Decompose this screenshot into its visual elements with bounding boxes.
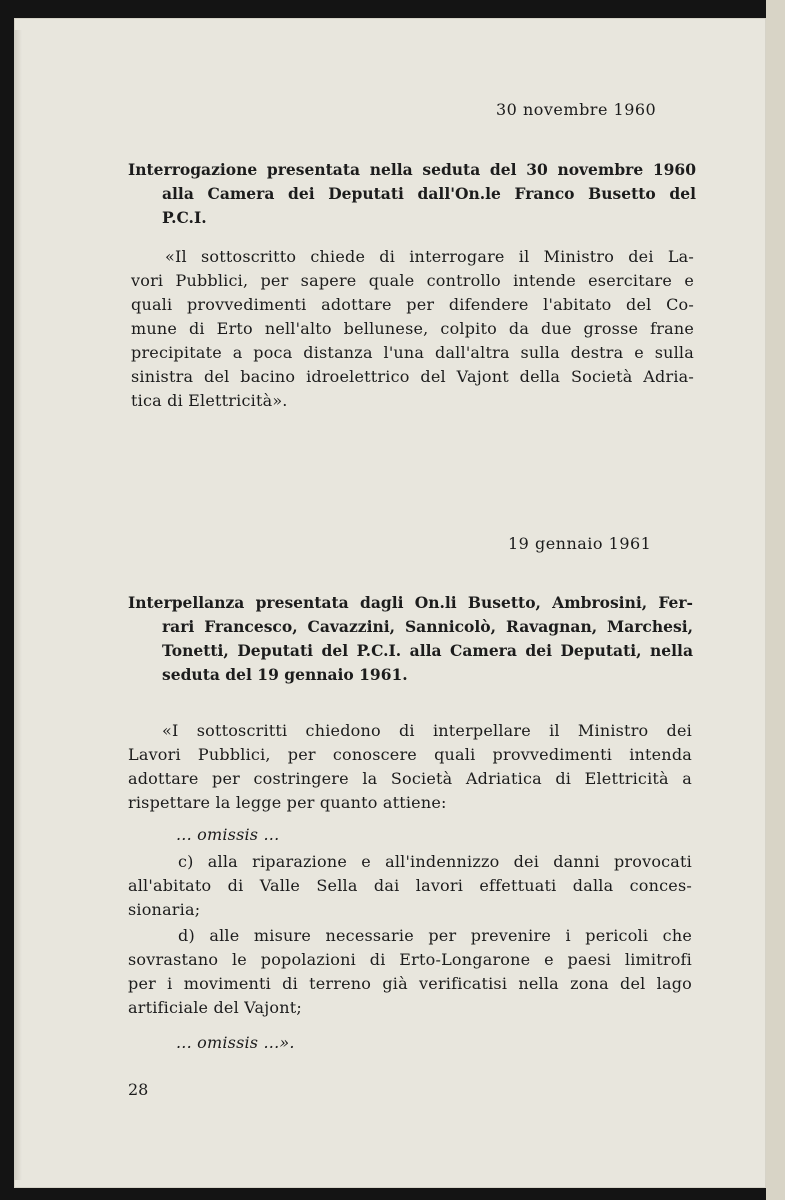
body-line: sinistra del bacino idroelettrico del Vajont della Società Adria-	[131, 367, 694, 386]
body-line: d) alle misure necessarie per prevenire i pericoli che	[178, 926, 692, 945]
body-line: mune di Erto nell'alto bellunese, colpito da due grosse frane	[131, 319, 694, 338]
body-line: «I sottoscritti chiedono di interpellare il Ministro dei	[162, 721, 692, 740]
omissis-marker: ... omissis ...	[176, 825, 280, 844]
title-line: Interrogazione presentata nella seduta del 30 novembre 1960	[128, 160, 696, 179]
page-number: 28	[128, 1080, 149, 1099]
section2-date: 19 gennaio 1961	[508, 534, 652, 553]
title-line: rari Francesco, Cavazzini, Sannicolò, Ravagnan, Marchesi,	[162, 617, 693, 636]
body-line: precipitate a poca distanza l'una dall'altra sulla destra e sulla	[131, 343, 694, 362]
body-line: artificiale del Vajont;	[128, 998, 302, 1017]
next-page-edge	[766, 0, 785, 1200]
body-line: adottare per costringere la Società Adriatica di Elettricità a	[128, 769, 692, 788]
item-d	[128, 924, 692, 1020]
title-line: Tonetti, Deputati del P.C.I. alla Camera dei Deputati, nella	[162, 641, 693, 660]
body-line: quali provvedimenti adottare per difendere l'abitato del Co-	[131, 295, 694, 314]
body-line: c) alla riparazione e all'indennizzo dei danni provocati	[178, 852, 692, 871]
body-line: «Il sottoscritto chiede di interrogare il Ministro dei La-	[165, 247, 694, 266]
title-line: P.C.I.	[162, 208, 207, 227]
body-line: sionaria;	[128, 900, 201, 919]
body-line: Lavori Pubblici, per conoscere quali provvedimenti intenda	[128, 745, 692, 764]
section1-body	[131, 245, 694, 413]
section1-title	[128, 158, 696, 230]
section2-body	[128, 719, 692, 815]
body-line: vori Pubblici, per sapere quale controllo intende esercitare e	[131, 271, 694, 290]
body-line: rispettare la legge per quanto attiene:	[128, 793, 447, 812]
body-line: per i movimenti di terreno già verificatisi nella zona del lago	[128, 974, 692, 993]
title-line: alla Camera dei Deputati dall'On.le Franco Busetto del	[162, 184, 696, 203]
body-line: sovrastano le popolazioni di Erto-Longarone e paesi limitrofi	[128, 950, 692, 969]
page-binding-edge	[14, 30, 22, 1180]
omissis-marker: ... omissis ...».	[176, 1033, 295, 1052]
body-line: tica di Elettricità».	[131, 391, 288, 410]
section2-title	[128, 591, 693, 687]
title-line: seduta del 19 gennaio 1961.	[162, 665, 408, 684]
title-line: Interpellanza presentata dagli On.li Busetto, Ambrosini, Fer-	[128, 593, 693, 612]
section1-date: 30 novembre 1960	[496, 100, 657, 119]
item-c	[128, 850, 692, 922]
body-line: all'abitato di Valle Sella dai lavori effettuati dalla conces-	[128, 876, 692, 895]
